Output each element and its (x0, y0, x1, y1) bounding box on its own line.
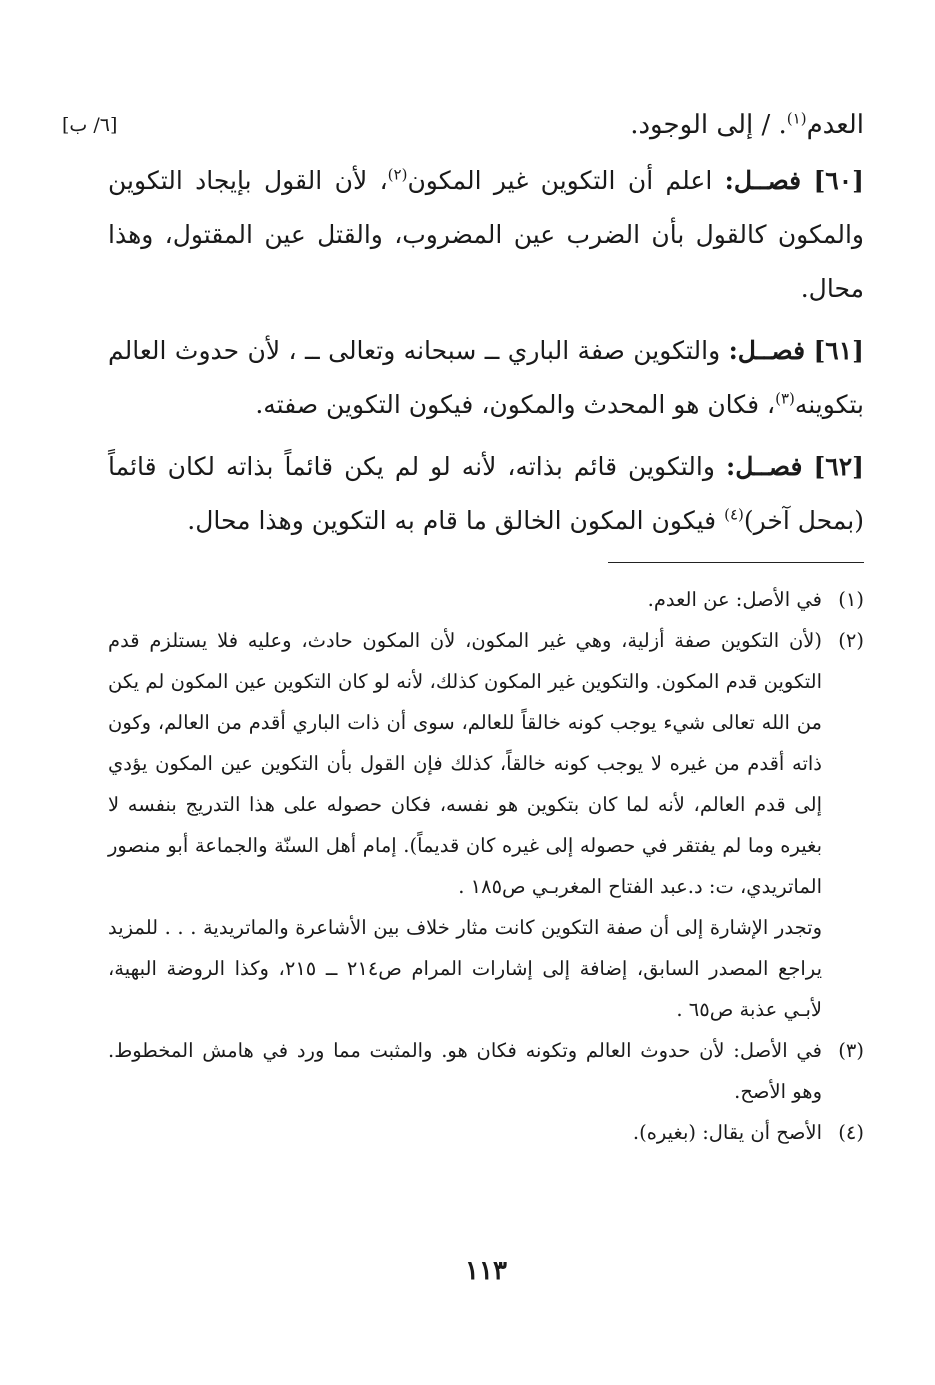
section-number: [٦١] (813, 336, 864, 365)
footnote-text: الأصح أن يقال: (بغيره). (632, 1121, 822, 1144)
footnote-2-continuation: وتجدر الإشارة إلى أن صفة التكوين كانت مثار خلاف بين الأشاعرة والماتريدية . . . للمزيد يراجع المصدر السابق، إضافة إلى إشارات المرام ص٢١٤ ــ ٢١٥، وكذا الروضة البهية، لأبـي عذبة ص٦٥ . (108, 916, 822, 1021)
footnote-text: في الأصل: لأن حدوث العالم وتكونه فكان هو. والمثبت مما ورد في هامش المخطوط. وهو الأصح. (108, 1039, 822, 1103)
page-number: ١١٣ (465, 1256, 507, 1286)
section-number: [٦٠] (813, 166, 864, 195)
manuscript-folio-marker: [٦/ ب] (62, 114, 118, 136)
page-header (62, 96, 864, 154)
section-text: والتكوين قائم بذاته، لأنه لو لم يكن قائماً بذاته لكان قائماً (بمحل آخر) (108, 452, 864, 535)
continuation-after-ref: . / إلى الوجود. (630, 110, 787, 140)
footnote-number: (٢) (838, 629, 864, 652)
section-text: ، فكان هو المحدث والمكون، فيكون التكوين صفته. (255, 390, 776, 419)
book-page (62, 96, 864, 1346)
footnotes (108, 579, 864, 1153)
section-62 (108, 440, 864, 548)
footnote-number: (٤) (838, 1121, 864, 1144)
footnote-2 (108, 620, 864, 907)
footnote-separator (608, 562, 864, 563)
footnote-ref: (٣) (775, 389, 795, 408)
footnote-ref: (٢) (387, 165, 408, 184)
footnote-number: (٣) (838, 1039, 864, 1062)
section-text: اعلم أن التكوين غير المكون (407, 166, 713, 195)
section-keyword: فصــل: (724, 166, 802, 195)
continuation-before-ref: العدم (806, 110, 864, 140)
section-number: [٦٢] (813, 452, 864, 481)
footnote-text: في الأصل: عن العدم. (647, 588, 822, 611)
footnote-1 (108, 579, 864, 620)
footnote-number: (١) (838, 588, 864, 611)
section-keyword: فصــل: (725, 452, 803, 481)
continuation-text (630, 96, 864, 154)
section-text: ، لأن القول بإيجاد التكوين والمكون كالقول بأن الضرب عين المضروب، والقتل عين المقتول، وهذا محال. (108, 166, 864, 303)
footnote-text: (لأن التكوين صفة أزلية، وهي غير المكون، لأن المكون حادث، وعليه فلا يستلزم قدم التكوين قدم المكون. والتكوين غير المكون كذلك، لأنه لو كان التكوين عين المكون لم يكن من الله تعالى شيء يوجب كونه خالقاً للعالم، سوى أن ذات الباري أقدم من العالم، وكون ذاته أقدم من غيره لا يوجب كونه خالقاً، كذلك فإن القول بأن التكوين عين المكون يؤدي إلى قدم العالم، لأنه لما كان بتكوين هو نفسه، فكان حصوله على هذا التدريج بنفسه لا بغيره وما لم يفتقر في حصوله إلى غيره كان قديماً). إمام أهل السنّة والجماعة أبو منصور الماتريدي، ت: د.عبد الفتاح المغربـي ص١٨٥ . (108, 629, 822, 898)
footnote-ref: (١) (786, 109, 807, 128)
section-keyword: فصــل: (728, 336, 806, 365)
section-60 (108, 154, 864, 316)
section-text: فيكون المكون الخالق ما قام به التكوين وهذا محال. (187, 506, 725, 535)
section-text: والتكوين صفة الباري ــ سبحانه وتعالى ــ ، لأن حدوث العالم بتكوينه (108, 336, 864, 419)
footnote-3 (108, 1030, 864, 1112)
footnote-4 (108, 1112, 864, 1153)
section-61 (108, 324, 864, 432)
footnote-ref: (٤) (724, 505, 744, 524)
